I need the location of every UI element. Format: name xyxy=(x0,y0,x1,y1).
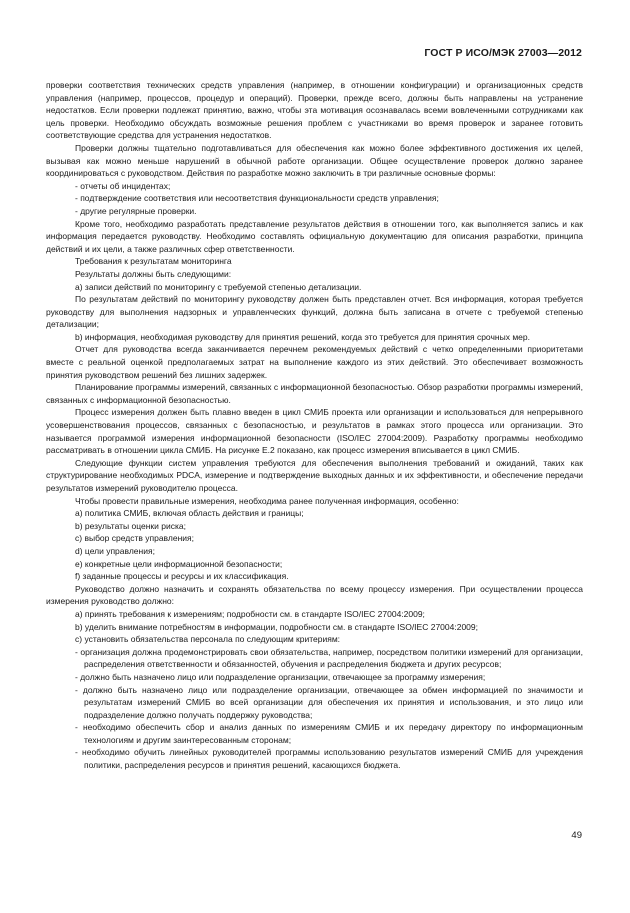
list-item: - другие регулярные проверки. xyxy=(75,205,197,216)
paragraph: Чтобы провести правильные измерения, необходима ранее полученная информация, особенно: xyxy=(75,495,459,506)
list-item: f) заданные процессы и ресурсы и их классификация. xyxy=(75,571,289,582)
document-header: ГОСТ Р ИСО/МЭК 27003—2012 xyxy=(424,47,582,59)
list-item: - должно быть назначено лицо или подразделение организации, отвечающее за программу измерения; xyxy=(75,671,486,682)
list-item: - необходимо обучить линейных руководителей программы использованию результатов измерений СМИБ для учреждения политики, распределения ресурсов и принятия решений, касающихся бюджета. xyxy=(75,747,583,771)
list-item: b) уделить внимание потребностям в информации, подробности см. в стандарте ISO/IEC 27004:2009; xyxy=(75,621,478,632)
list-item: b) результаты оценки риска; xyxy=(75,520,186,531)
paragraph: Процесс измерения должен быть плавно введен в цикл СМИБ проекта или организации и использоваться для непрерывного усовершенствования процессов, связанных с безопасностью, и результатов в рамках этого процесса или организации. Это называется программой измерения информационной безопасности (ISO/IEC 27004:2009). Разработку программы необходимо рассматривать в отношении цикла СМИБ. На рисунке Е.2 показано, как процесс измерения вписывается в цикл СМИБ. xyxy=(46,407,583,456)
paragraph: По результатам действий по мониторингу руководству должен быть представлен отчет. Вся информация, которая требуется руководству для выполнения надзорных и управленческих функций, должна быть записана в отчете с требуемой степенью детализации; xyxy=(46,294,583,330)
paragraph: Следующие функции систем управления требуются для обеспечения выполнения требований и ожиданий, таких как структурирование необходимых PDCA, измерение и подтверждение выходных данных и их эффективности, и обеспечение передачи результатов измерений руководителю процесса. xyxy=(46,457,583,493)
list-item: - организация должна продемонстрировать свои обязательства, например, посредством политики измерений для организации, распределения ответственности и обязанностей, обучения и распределения бюджета и других ресурсов; xyxy=(75,646,583,670)
paragraph: Отчет для руководства всегда заканчивается перечнем рекомендуемых действий с четко определенными приоритетами вместе с реальной оценкой предполагаемых затрат на выполнение каждого из этих действий. Это обеспечивает возможность принятия руководством решений без лишних задержек. xyxy=(46,344,583,380)
list-item: - подтверждение соответствия или несоответствия функциональности средств управления; xyxy=(75,193,439,204)
list-item: c) установить обязательства персонала по следующим критериям: xyxy=(75,634,341,645)
paragraph: Руководство должно назначить и сохранять обязательства по всему процессу измерения. При осуществлении процесса измерения руководство должно: xyxy=(46,583,583,607)
list-item: d) цели управления; xyxy=(75,545,155,556)
paragraph: Результаты должны быть следующими: xyxy=(75,268,232,279)
page-number: 49 xyxy=(571,830,582,841)
paragraph: Проверки должны тщательно подготавливаться для обеспечения как можно более эффективного достижения их целей, вызывая как можно меньше нарушений в обычной работе организации. Общее осуществление проверок должно заранее координироваться с руководством. Действия по разработке можно заключить в три различные основные формы: xyxy=(46,142,583,179)
list-item: a) записи действий по мониторингу с требуемой степенью детализации. xyxy=(75,281,362,292)
list-item: a) политика СМИБ, включая область действия и границы; xyxy=(75,508,304,519)
list-item: - необходимо обеспечить сбор и анализ данных по измерениям СМИБ и их передачу директору по информационным технологиям и другим заинтересованным сторонам; xyxy=(75,722,583,745)
section-heading: Требования к результатам мониторинга xyxy=(75,256,232,267)
list-item: a) принять требования к измерениям; подробности см. в стандарте ISO/IEC 27004:2009; xyxy=(75,608,425,619)
paragraph: Кроме того, необходимо разработать представление результатов действия в отношении того, как выполняется запись и как информация передается руководству. Необходимо составлять официальную документацию для описания разработки, принципа действий и их цели, а также различных сфер ответственности. xyxy=(46,218,583,254)
list-item: e) конкретные цели информационной безопасности; xyxy=(75,558,283,569)
list-item: - должно быть назначено лицо или подразделение организации, отвечающее за обмен информацией по значимости и результатам измерений СМИБ во всей организации для обеспечения их принятия и использования, и это лицо или подразделение должно получать поддержку руководства; xyxy=(75,684,583,720)
list-item: c) выбор средств управления; xyxy=(75,533,194,544)
paragraph: Планирование программы измерений, связанных с информационной безопасностью. Обзор разработки программы измерений, связанных с информационной безопасностью. xyxy=(46,382,583,405)
list-item: b) информация, необходимая руководству для принятия решений, когда это требуется для принятия срочных мер. xyxy=(75,331,530,342)
document-body xyxy=(46,79,583,772)
paragraph: проверки соответствия технических средств управления (например, в отношении конфигурации) и организационных средств управления (например, процессов, процедур и операций). Проверки, прежде всего, должны быть направлены на устранение недостатков. Если проверки подлежат принятию, важно, чтобы эта мотивация осознавалась всеми вовлеченными сотрудниками как цель проверки. Необходимо обсуждать возможные решения проблем с участниками во время проверок и заранее готовить соответствующие средства для устранения недостатков. xyxy=(46,80,583,141)
list-item: - отчеты об инцидентах; xyxy=(75,180,171,191)
